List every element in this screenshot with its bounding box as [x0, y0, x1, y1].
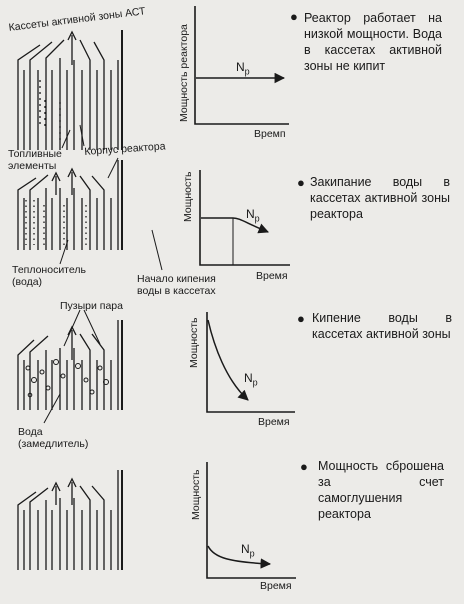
- fuel-elements-label: Топливные элементы: [8, 148, 62, 172]
- graph-3-curve: [208, 320, 248, 400]
- water-moderator-label: Вода (замедлитель): [18, 426, 89, 450]
- graph-4-curve: [208, 546, 270, 564]
- reactor-vessel-label: Корпус реактора: [84, 140, 166, 158]
- bullet-1: ●: [290, 9, 298, 24]
- panel-1-text: Реактор работает на низкой мощности. Вода в кассетах активной зоны не кипит: [304, 11, 442, 73]
- graph-3-y-label: Мощность: [188, 317, 200, 368]
- graph-1-y-label: Мощность реактора: [178, 24, 190, 122]
- graph-2-x-label: Время: [256, 270, 288, 282]
- boiling-start-label: Начало кипения воды в кассетах: [137, 273, 216, 297]
- graph-4-y-label: Мощность: [190, 469, 202, 520]
- graph-3-series-label: $N_p$: [244, 371, 258, 388]
- graph-4-x-label: Время: [260, 580, 292, 592]
- bullet-4: ●: [300, 459, 308, 474]
- graph-3-axes: [207, 312, 295, 412]
- graph-4-series-label: $N_p$: [241, 542, 255, 559]
- steam-bubbles-label: Пузыри пара: [60, 300, 123, 312]
- graph-1-series-label: $N_p$: [236, 60, 250, 77]
- coolant-label: Теплоноситель (вода): [12, 264, 86, 288]
- graph-2-y-label: Мощность: [182, 171, 194, 222]
- core-assemblies-label: Кассеты активной зоны АСТ: [8, 5, 147, 34]
- graph-1-x-label: Времп: [254, 128, 286, 140]
- panel-3-text: Кипение воды в кассетах активной зоны: [312, 311, 452, 341]
- bullet-3: ●: [297, 311, 305, 326]
- graph-4-axes: [207, 462, 296, 578]
- bullet-2: ●: [297, 175, 305, 190]
- panel-4-text: Мощность сброшена за счет самоглушения реактора: [318, 459, 444, 521]
- panel-2-text: Закипание воды в кассетах активной зоны реактора: [310, 175, 450, 221]
- graph-2-series-label: $N_p$: [246, 207, 260, 224]
- graph-3-x-label: Время: [258, 416, 290, 428]
